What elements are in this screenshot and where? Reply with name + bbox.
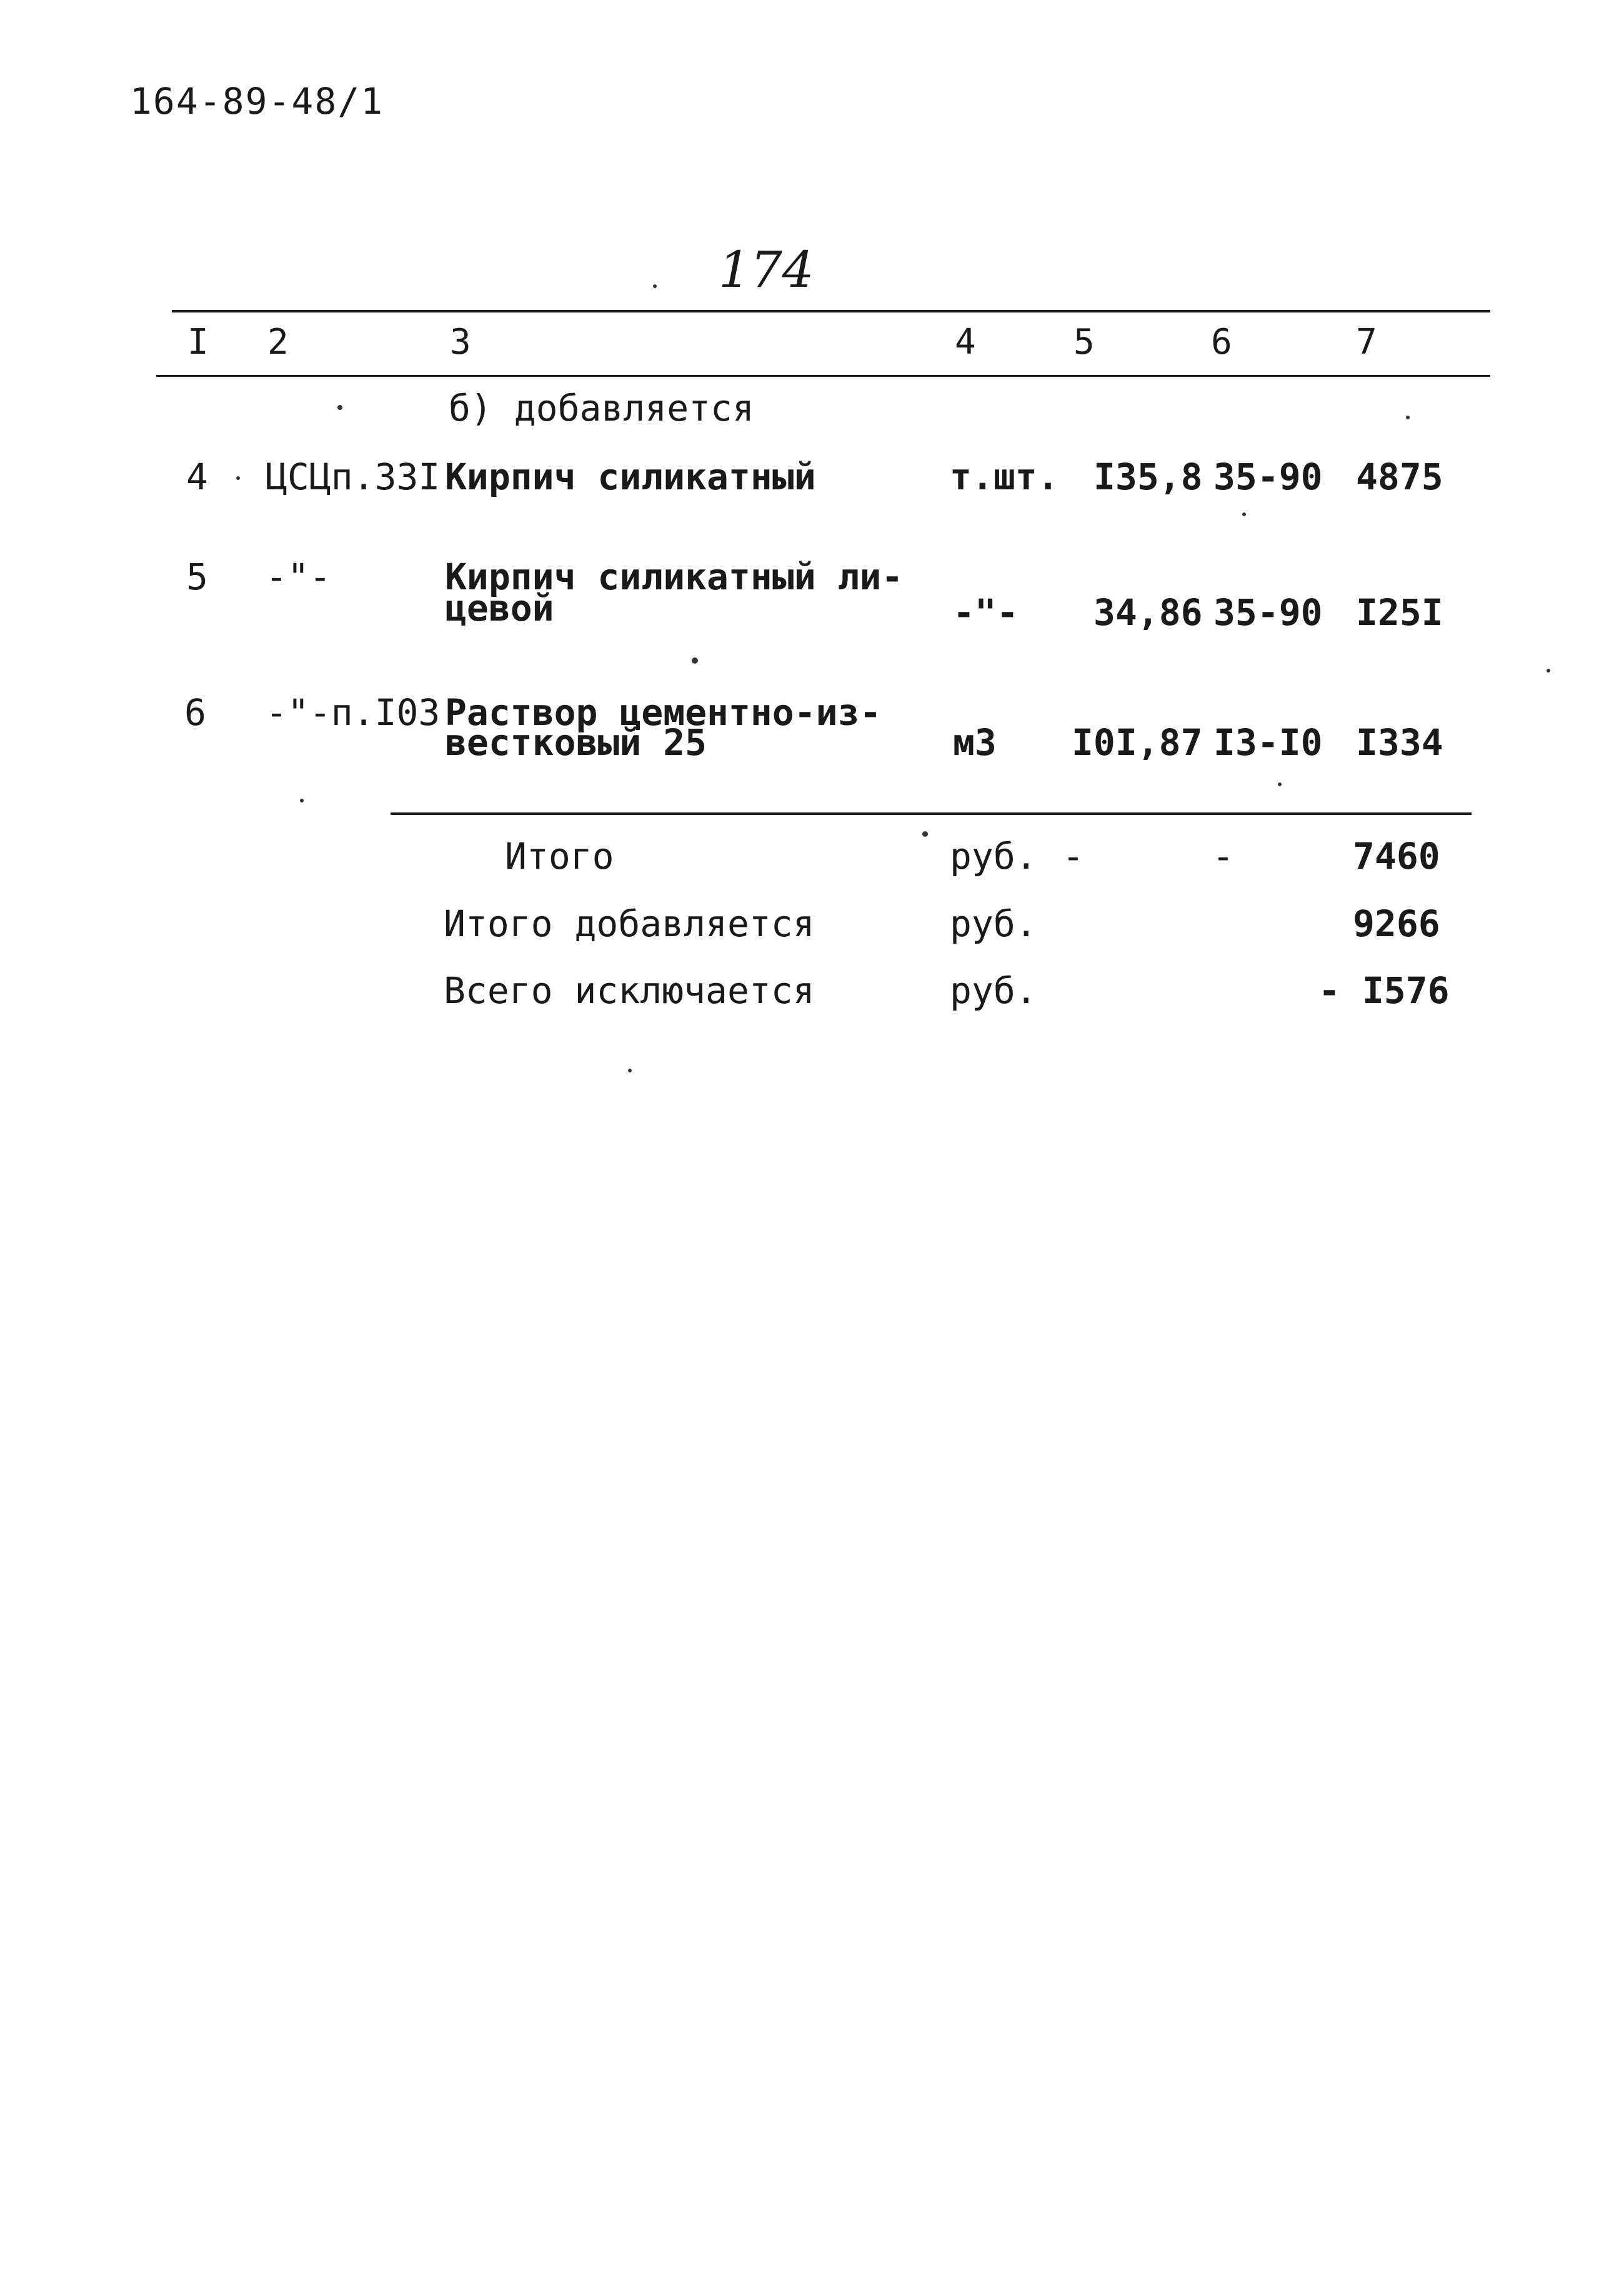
row-quantity: I35,8 [1093, 456, 1203, 498]
col-header-2: 2 [267, 322, 289, 362]
table-header-rule [156, 375, 1490, 377]
row-name-line: Кирпич силикатный [445, 456, 816, 498]
page-number: 174 [719, 241, 814, 299]
scan-speck [922, 831, 928, 837]
scan-speck [653, 284, 657, 288]
totals-total: 9266 [1353, 902, 1440, 945]
totals-quantity: - [1062, 835, 1084, 877]
row-number: 6 [184, 691, 206, 734]
totals-rule [391, 812, 1472, 815]
totals-total: 7460 [1353, 835, 1440, 877]
row-name-line: Раствор цементно-из- [445, 691, 882, 734]
section-label: б) добавляется [449, 387, 754, 429]
col-header-6: 6 [1211, 322, 1232, 362]
row-quantity: 34,86 [1093, 591, 1203, 634]
row-total: 4875 [1356, 456, 1443, 498]
scan-speck [300, 799, 304, 802]
totals-unit: руб. [950, 969, 1037, 1012]
row-reference: ЦСЦп.33I [266, 456, 441, 498]
row-unit: м3 [953, 721, 997, 764]
scan-speck [236, 476, 240, 480]
col-header-1: I [187, 322, 209, 362]
totals-label: Итого добавляется [444, 902, 815, 945]
row-unit: -"- [953, 591, 1019, 634]
totals-total: - I576 [1318, 969, 1450, 1012]
scan-speck [692, 657, 698, 664]
col-header-7: 7 [1356, 322, 1377, 362]
document-code: 164-89-48/1 [130, 80, 384, 122]
row-unit: т.шт. [950, 456, 1059, 498]
col-header-5: 5 [1074, 322, 1095, 362]
totals-unit: руб. [950, 835, 1037, 877]
row-name-line: вестковый 25 [445, 721, 707, 764]
row-number: 5 [186, 556, 208, 598]
scan-speck [1242, 512, 1246, 516]
row-reference: -"-п.I03 [266, 691, 441, 734]
totals-label: Итого [505, 835, 614, 877]
scan-speck [337, 405, 342, 410]
row-number: 4 [186, 456, 208, 498]
row-price: 35-90 [1213, 591, 1323, 634]
col-header-3: 3 [450, 322, 471, 362]
row-price: I3-I0 [1213, 721, 1323, 764]
scan-speck [628, 1069, 632, 1072]
scan-speck [1278, 782, 1282, 786]
row-quantity: I0I,87 [1072, 721, 1203, 764]
totals-unit: руб. [950, 902, 1037, 945]
row-total: I25I [1356, 591, 1443, 634]
row-price: 35-90 [1213, 456, 1323, 498]
row-total: I334 [1356, 721, 1443, 764]
row-name-line: Кирпич силикатный ли- [445, 556, 904, 598]
col-header-4: 4 [955, 322, 976, 362]
row-name-line: цевой [445, 587, 554, 629]
scan-speck [1547, 669, 1550, 672]
table-top-rule [172, 310, 1490, 312]
totals-label: Всего исключается [444, 969, 815, 1012]
row-reference: -"- [266, 556, 331, 598]
totals-price: - [1212, 835, 1234, 877]
scan-speck [1406, 416, 1410, 419]
